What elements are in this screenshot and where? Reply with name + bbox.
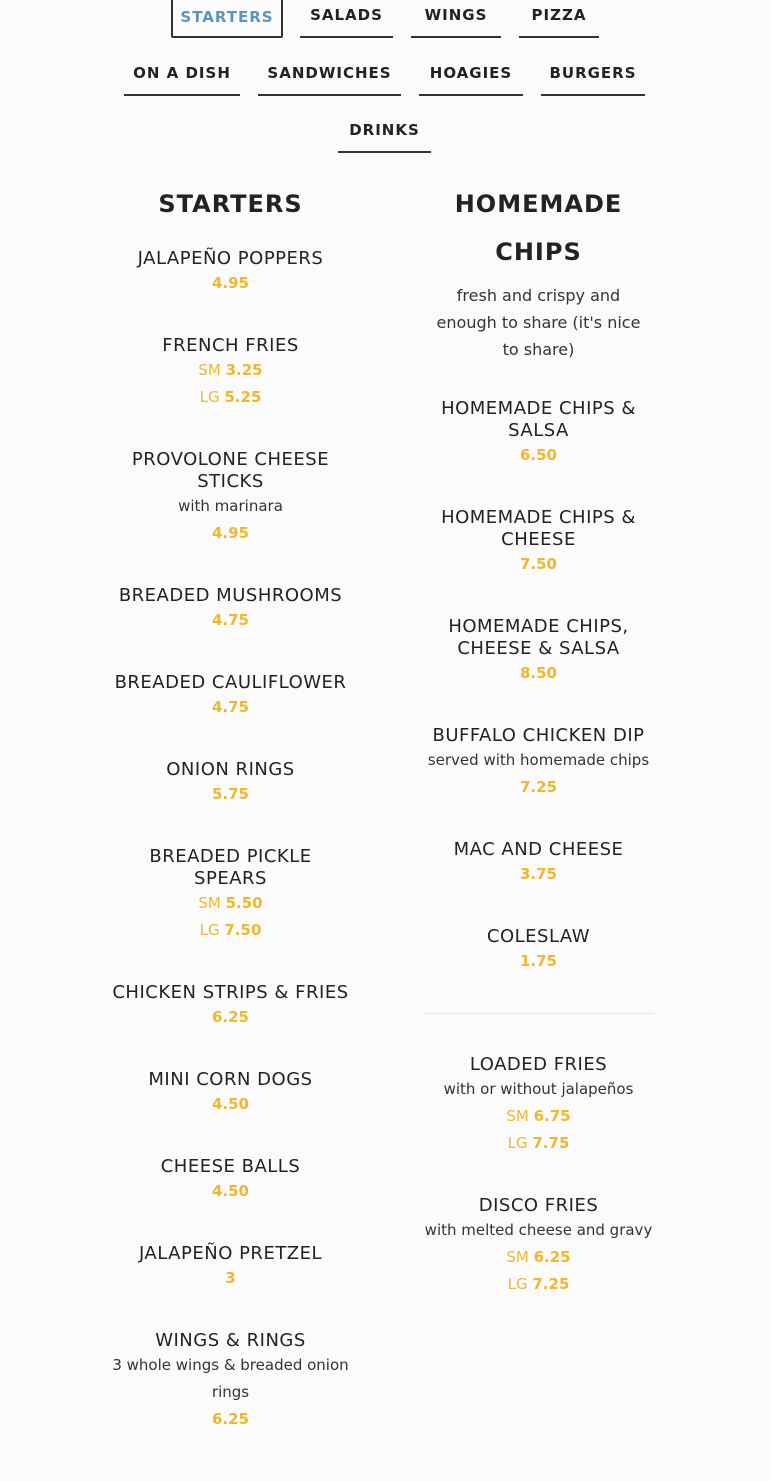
menu-item	[110, 1330, 351, 1433]
menu-item-name: DISCO FRIES	[478, 1195, 599, 1216]
section-divider	[423, 1013, 654, 1014]
menu-item	[110, 982, 351, 1031]
menu-item-price	[110, 520, 351, 547]
menu-item-description: with melted cheese and gravy	[424, 1221, 653, 1239]
price-value: 6.50	[519, 446, 557, 464]
price-small	[423, 1244, 654, 1271]
price-value: 4.75	[211, 698, 249, 716]
menu-item	[110, 1069, 351, 1118]
menu-item-name: COLESLAW	[486, 926, 591, 947]
price-value: 3.75	[519, 865, 557, 883]
menu-item	[423, 725, 654, 801]
size-label: LG	[199, 388, 220, 406]
price-value: 4.50	[211, 1095, 249, 1113]
price-small	[423, 1103, 654, 1130]
menu-item-name: JALAPEÑO PRETZEL	[138, 1243, 323, 1264]
menu-item	[110, 585, 351, 634]
tab-sandwiches[interactable]: SANDWICHES	[258, 56, 401, 96]
menu-item	[110, 335, 351, 411]
size-label: SM	[198, 894, 221, 912]
menu-item	[423, 1195, 654, 1298]
menu-item-price	[423, 948, 654, 975]
menu-item	[110, 672, 351, 721]
tab-hoagies[interactable]: HOAGIES	[419, 56, 523, 96]
menu-item-price	[110, 1004, 351, 1031]
menu-item-description: 3 whole wings & breaded onion rings	[112, 1356, 349, 1401]
menu-item-name: PROVOLONE CHEESE STICKS	[131, 449, 330, 492]
price-value: 5.75	[211, 785, 249, 803]
price-value: 7.75	[532, 1134, 570, 1152]
price-small	[110, 357, 351, 384]
price-value: 5.50	[225, 894, 263, 912]
size-label: LG	[507, 1134, 528, 1152]
menu-item-name: HOMEMADE CHIPS, CHEESE & SALSA	[448, 616, 629, 659]
size-label: LG	[199, 921, 220, 939]
menu-item	[110, 759, 351, 808]
price-value: 6.25	[533, 1248, 571, 1266]
tab-on-a-dish[interactable]: ON A DISH	[124, 56, 240, 96]
menu-item-price	[423, 551, 654, 578]
price-small	[110, 890, 351, 917]
menu-item-name: BREADED PICKLE SPEARS	[149, 846, 312, 889]
price-value: 3.25	[225, 361, 263, 379]
menu-item-price	[110, 607, 351, 634]
menu-item-name: WINGS & RINGS	[155, 1330, 306, 1351]
menu-item-price	[110, 1178, 351, 1205]
price-value: 4.95	[211, 274, 249, 292]
menu-item	[110, 1243, 351, 1292]
price-large	[110, 384, 351, 411]
menu-item	[423, 926, 654, 975]
menu-item-price	[423, 660, 654, 687]
menu-item-price	[110, 694, 351, 721]
menu-item-name: MINI CORN DOGS	[148, 1069, 313, 1090]
price-value: 4.95	[211, 524, 249, 542]
menu-item	[110, 248, 351, 297]
menu-item	[110, 1156, 351, 1205]
menu-item-name: CHEESE BALLS	[160, 1156, 301, 1177]
price-value: 3	[225, 1269, 236, 1287]
menu-item	[423, 616, 654, 687]
chips-subtitle: fresh and crispy and enough to share (it's nice to share)	[436, 286, 641, 359]
price-value: 1.75	[519, 952, 557, 970]
starters-title: STARTERS	[158, 190, 303, 218]
menu-item	[423, 507, 654, 578]
menu-item-name: HOMEMADE CHIPS & SALSA	[441, 398, 636, 441]
chips-title: HOMEMADE CHIPS	[454, 190, 623, 266]
price-value: 7.25	[519, 778, 557, 796]
price-value: 4.50	[211, 1182, 249, 1200]
menu-item-name: BUFFALO CHICKEN DIP	[432, 725, 645, 746]
chips-list	[423, 398, 654, 975]
menu-item	[110, 846, 351, 944]
menu-item-price	[110, 1091, 351, 1118]
menu-item-name: JALAPEÑO POPPERS	[137, 248, 324, 269]
menu-item-price	[423, 774, 654, 801]
price-value: 7.25	[532, 1275, 570, 1293]
menu-item-name: HOMEMADE CHIPS & CHEESE	[441, 507, 636, 550]
tab-drinks[interactable]: DRINKS	[338, 113, 431, 153]
menu-item-description: with marinara	[178, 497, 283, 515]
menu-item-name: BREADED MUSHROOMS	[118, 585, 343, 606]
price-value: 4.75	[211, 611, 249, 629]
price-large	[423, 1130, 654, 1157]
menu-item-price	[110, 270, 351, 297]
starters-section	[110, 180, 351, 1471]
menu-item-description: served with homemade chips	[427, 751, 650, 769]
size-label: SM	[506, 1248, 529, 1266]
menu-item-name: FRENCH FRIES	[162, 335, 299, 356]
price-value: 7.50	[224, 921, 262, 939]
chips-more-list	[423, 1054, 654, 1298]
menu-item-price	[110, 781, 351, 808]
tab-starters[interactable]: STARTERS	[171, 0, 283, 38]
menu-item-name: LOADED FRIES	[469, 1054, 608, 1075]
tab-burgers[interactable]: BURGERS	[541, 56, 645, 96]
menu-item	[423, 839, 654, 888]
price-value: 7.50	[519, 555, 557, 573]
starters-list	[110, 248, 351, 1433]
price-large	[423, 1271, 654, 1298]
menu-item-description: with or without jalapeños	[443, 1080, 634, 1098]
tab-salads[interactable]: SALADS	[300, 0, 393, 38]
price-value: 6.25	[211, 1008, 249, 1026]
tab-pizza[interactable]: PIZZA	[519, 0, 599, 38]
menu-item-price	[423, 861, 654, 888]
chips-section	[423, 180, 654, 1336]
menu-item	[423, 398, 654, 469]
menu-item	[110, 449, 351, 547]
menu-item-name: ONION RINGS	[166, 759, 295, 780]
size-label: SM	[198, 361, 221, 379]
size-label: LG	[507, 1275, 528, 1293]
price-large	[110, 917, 351, 944]
price-value: 5.25	[224, 388, 262, 406]
menu-item-name: CHICKEN STRIPS & FRIES	[112, 982, 349, 1003]
size-label: SM	[506, 1107, 529, 1125]
menu-item-price	[110, 1406, 351, 1433]
menu-item-price	[110, 1265, 351, 1292]
price-value: 6.25	[211, 1410, 249, 1428]
menu-item-name: BREADED CAULIFLOWER	[114, 672, 347, 693]
menu-item-name: MAC AND CHEESE	[453, 839, 624, 860]
menu-item	[423, 1054, 654, 1157]
price-value: 8.50	[519, 664, 557, 682]
menu-item-price	[423, 442, 654, 469]
tab-wings[interactable]: WINGS	[411, 0, 501, 38]
price-value: 6.75	[533, 1107, 571, 1125]
